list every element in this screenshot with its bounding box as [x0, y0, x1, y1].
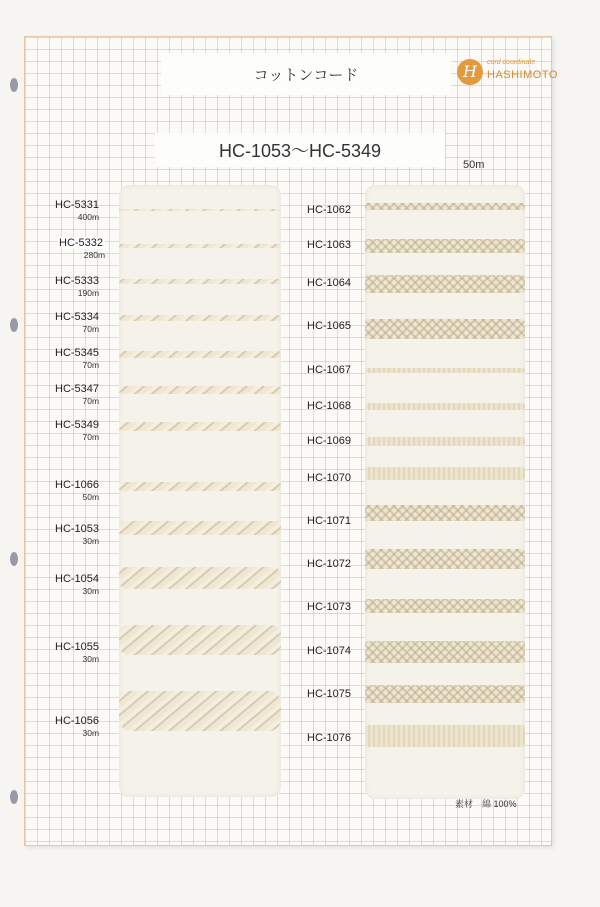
cord-code: HC-1053: [55, 523, 100, 535]
cord-sample: [365, 239, 525, 253]
cord-sample: [365, 549, 525, 569]
binder-hole: [10, 790, 18, 804]
logo-name: HASHIMOTO: [487, 69, 558, 81]
cord-sample: [365, 203, 525, 210]
right-cord-panel: [365, 185, 525, 799]
cord-quantity: 70m: [82, 324, 100, 334]
cord-label: [55, 573, 99, 596]
cord-label: [55, 199, 99, 222]
cord-quantity: 400m: [77, 212, 100, 222]
cord-sample: [365, 275, 525, 293]
cord-code: HC-1076: [307, 732, 352, 744]
cord-code: HC-5332: [59, 237, 104, 249]
cord-quantity: 50m: [82, 492, 100, 502]
cord-sample: [119, 386, 281, 394]
cord-label: [57, 237, 105, 260]
cord-label: [55, 275, 99, 298]
cord-code: HC-1069: [307, 435, 352, 447]
cord-code: HC-1063: [307, 239, 352, 251]
title-text: コットンコード: [253, 66, 359, 84]
cord-code: HC-5333: [55, 275, 100, 287]
cord-quantity: 280m: [83, 250, 106, 260]
cord-code: HC-1074: [307, 645, 352, 657]
cord-label: [55, 641, 99, 664]
cord-sample: [365, 599, 525, 613]
cord-code: HC-1075: [307, 688, 352, 700]
cord-code: HC-1066: [55, 479, 100, 491]
logo-mark-icon: H: [457, 59, 483, 85]
cord-code: HC-1062: [307, 204, 352, 216]
cord-sample: [119, 279, 281, 284]
product-range: [155, 133, 445, 167]
cord-sample: [119, 521, 281, 535]
cord-code: HC-1071: [307, 515, 352, 527]
cord-code: HC-1064: [307, 277, 352, 289]
cord-sample: [119, 482, 281, 491]
cord-sample: [119, 209, 281, 211]
cord-sample: [119, 691, 281, 731]
left-cord-panel: [119, 185, 281, 797]
cord-sample: [119, 625, 281, 655]
cord-label: [55, 311, 99, 334]
brand-logo: [457, 57, 558, 91]
cord-label: [55, 383, 99, 406]
cord-code: HC-5347: [55, 383, 100, 395]
page-title: [161, 53, 451, 95]
cord-label: [55, 479, 99, 502]
cord-code: HC-1072: [307, 558, 352, 570]
cord-code: HC-1054: [55, 573, 100, 585]
cord-quantity: 30m: [82, 728, 100, 738]
cord-quantity: 70m: [82, 396, 100, 406]
cord-code: HC-5349: [55, 419, 100, 431]
cord-sample: [119, 351, 281, 358]
sample-card: [24, 36, 558, 846]
logo-tagline: cord coordinate: [487, 59, 536, 66]
cord-quantity: 70m: [82, 360, 100, 370]
cord-sample: [119, 244, 281, 248]
cord-sample: [365, 725, 525, 747]
cord-sample: [365, 467, 525, 480]
cord-label: [55, 419, 99, 442]
cord-label: [55, 347, 99, 370]
cord-sample: [365, 437, 525, 446]
cord-label: [55, 523, 99, 546]
binder-hole: [10, 78, 18, 92]
cord-sample: [365, 641, 525, 663]
cord-label: [55, 715, 99, 738]
cord-code: HC-1068: [307, 400, 352, 412]
cord-code: HC-1065: [307, 320, 352, 332]
binder-hole: [10, 552, 18, 566]
cord-code: HC-1073: [307, 601, 352, 613]
cord-quantity: 30m: [82, 586, 100, 596]
cord-sample: [365, 403, 525, 410]
cord-code: HC-5345: [55, 347, 100, 359]
cord-sample: [119, 422, 281, 431]
cord-code: HC-5331: [55, 199, 100, 211]
cord-quantity: 70m: [82, 432, 100, 442]
cord-code: HC-1070: [307, 472, 352, 484]
cord-quantity: 30m: [82, 536, 100, 546]
length-note: 50m: [463, 159, 485, 171]
cord-sample: [365, 368, 525, 373]
cord-code: HC-1056: [55, 715, 100, 727]
cord-sample: [365, 319, 525, 339]
cord-code: HC-1055: [55, 641, 100, 653]
cord-quantity: 30m: [82, 654, 100, 664]
cord-sample: [365, 505, 525, 521]
cord-quantity: 190m: [77, 288, 100, 298]
cord-sample: [119, 567, 281, 589]
range-text: HC-1053〜HC-5349: [218, 141, 382, 161]
material-note: 素材 綿 100%: [455, 799, 517, 809]
cord-sample: [119, 315, 281, 321]
cord-sample: [365, 685, 525, 703]
cord-code: HC-1067: [307, 364, 352, 376]
cord-code: HC-5334: [55, 311, 100, 323]
binder-hole: [10, 318, 18, 332]
